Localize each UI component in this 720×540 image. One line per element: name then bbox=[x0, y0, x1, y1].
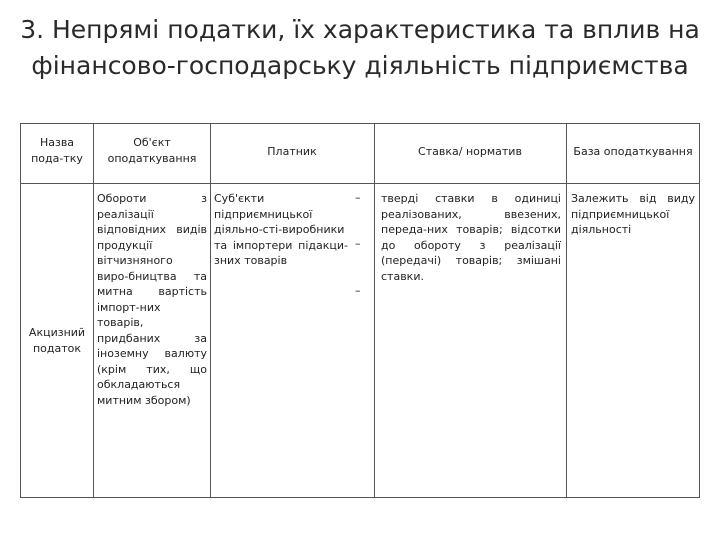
slide-title-line-2: фінансово-господарську діяльність підприємства bbox=[31, 51, 689, 80]
header-tax-name: Назва пода-тку bbox=[31, 136, 83, 165]
table-bottom-border bbox=[20, 497, 700, 498]
header-tax-base: База оподаткування bbox=[573, 145, 693, 158]
table-col-divider-1 bbox=[93, 123, 94, 498]
rate-dash-1: – bbox=[355, 237, 361, 250]
table-col-divider-2 bbox=[210, 123, 211, 498]
header-tax-object: Об'єкт оподаткування bbox=[107, 136, 197, 165]
table-col-divider-3 bbox=[374, 123, 375, 498]
header-rate: Ставка/ норматив bbox=[418, 145, 522, 158]
rate-dash-2: – bbox=[355, 284, 361, 297]
table-col-divider-4 bbox=[566, 123, 567, 498]
rate-cell: тверді ставки в одиниці реалізованих, ввезених, переда-них товарів; відсотки до обороту з реалізації (передачі) товарів; змішані ставки. bbox=[381, 192, 561, 283]
tax-object-cell: Обороти з реалізації відповідних видів продукції вітчизняного виро-бництва та митна вартість імпорт-них товарів, придбаних за іноземну валюту (крім тих, що обкладаються митним збором) bbox=[97, 192, 207, 407]
tax-base-cell: Залежить від виду підприємницької діяльності bbox=[571, 192, 695, 236]
slide-title-line-1: 3. Непрямі податки, їх характеристика та вплив на bbox=[20, 15, 700, 44]
payer-dash: – bbox=[355, 191, 361, 204]
table-right-border bbox=[699, 123, 700, 498]
header-payer: Платник bbox=[267, 145, 317, 158]
table-header-divider bbox=[20, 183, 700, 184]
payer-cell: Суб'єкти підприємницької діяльно-сті-виробники та імпортери підакци-зних товарів bbox=[214, 192, 348, 267]
table-top-border bbox=[20, 123, 700, 124]
slide-title bbox=[20, 12, 700, 84]
tax-name-cell: Акцизний податок bbox=[28, 326, 86, 355]
table-left-border bbox=[20, 123, 21, 498]
